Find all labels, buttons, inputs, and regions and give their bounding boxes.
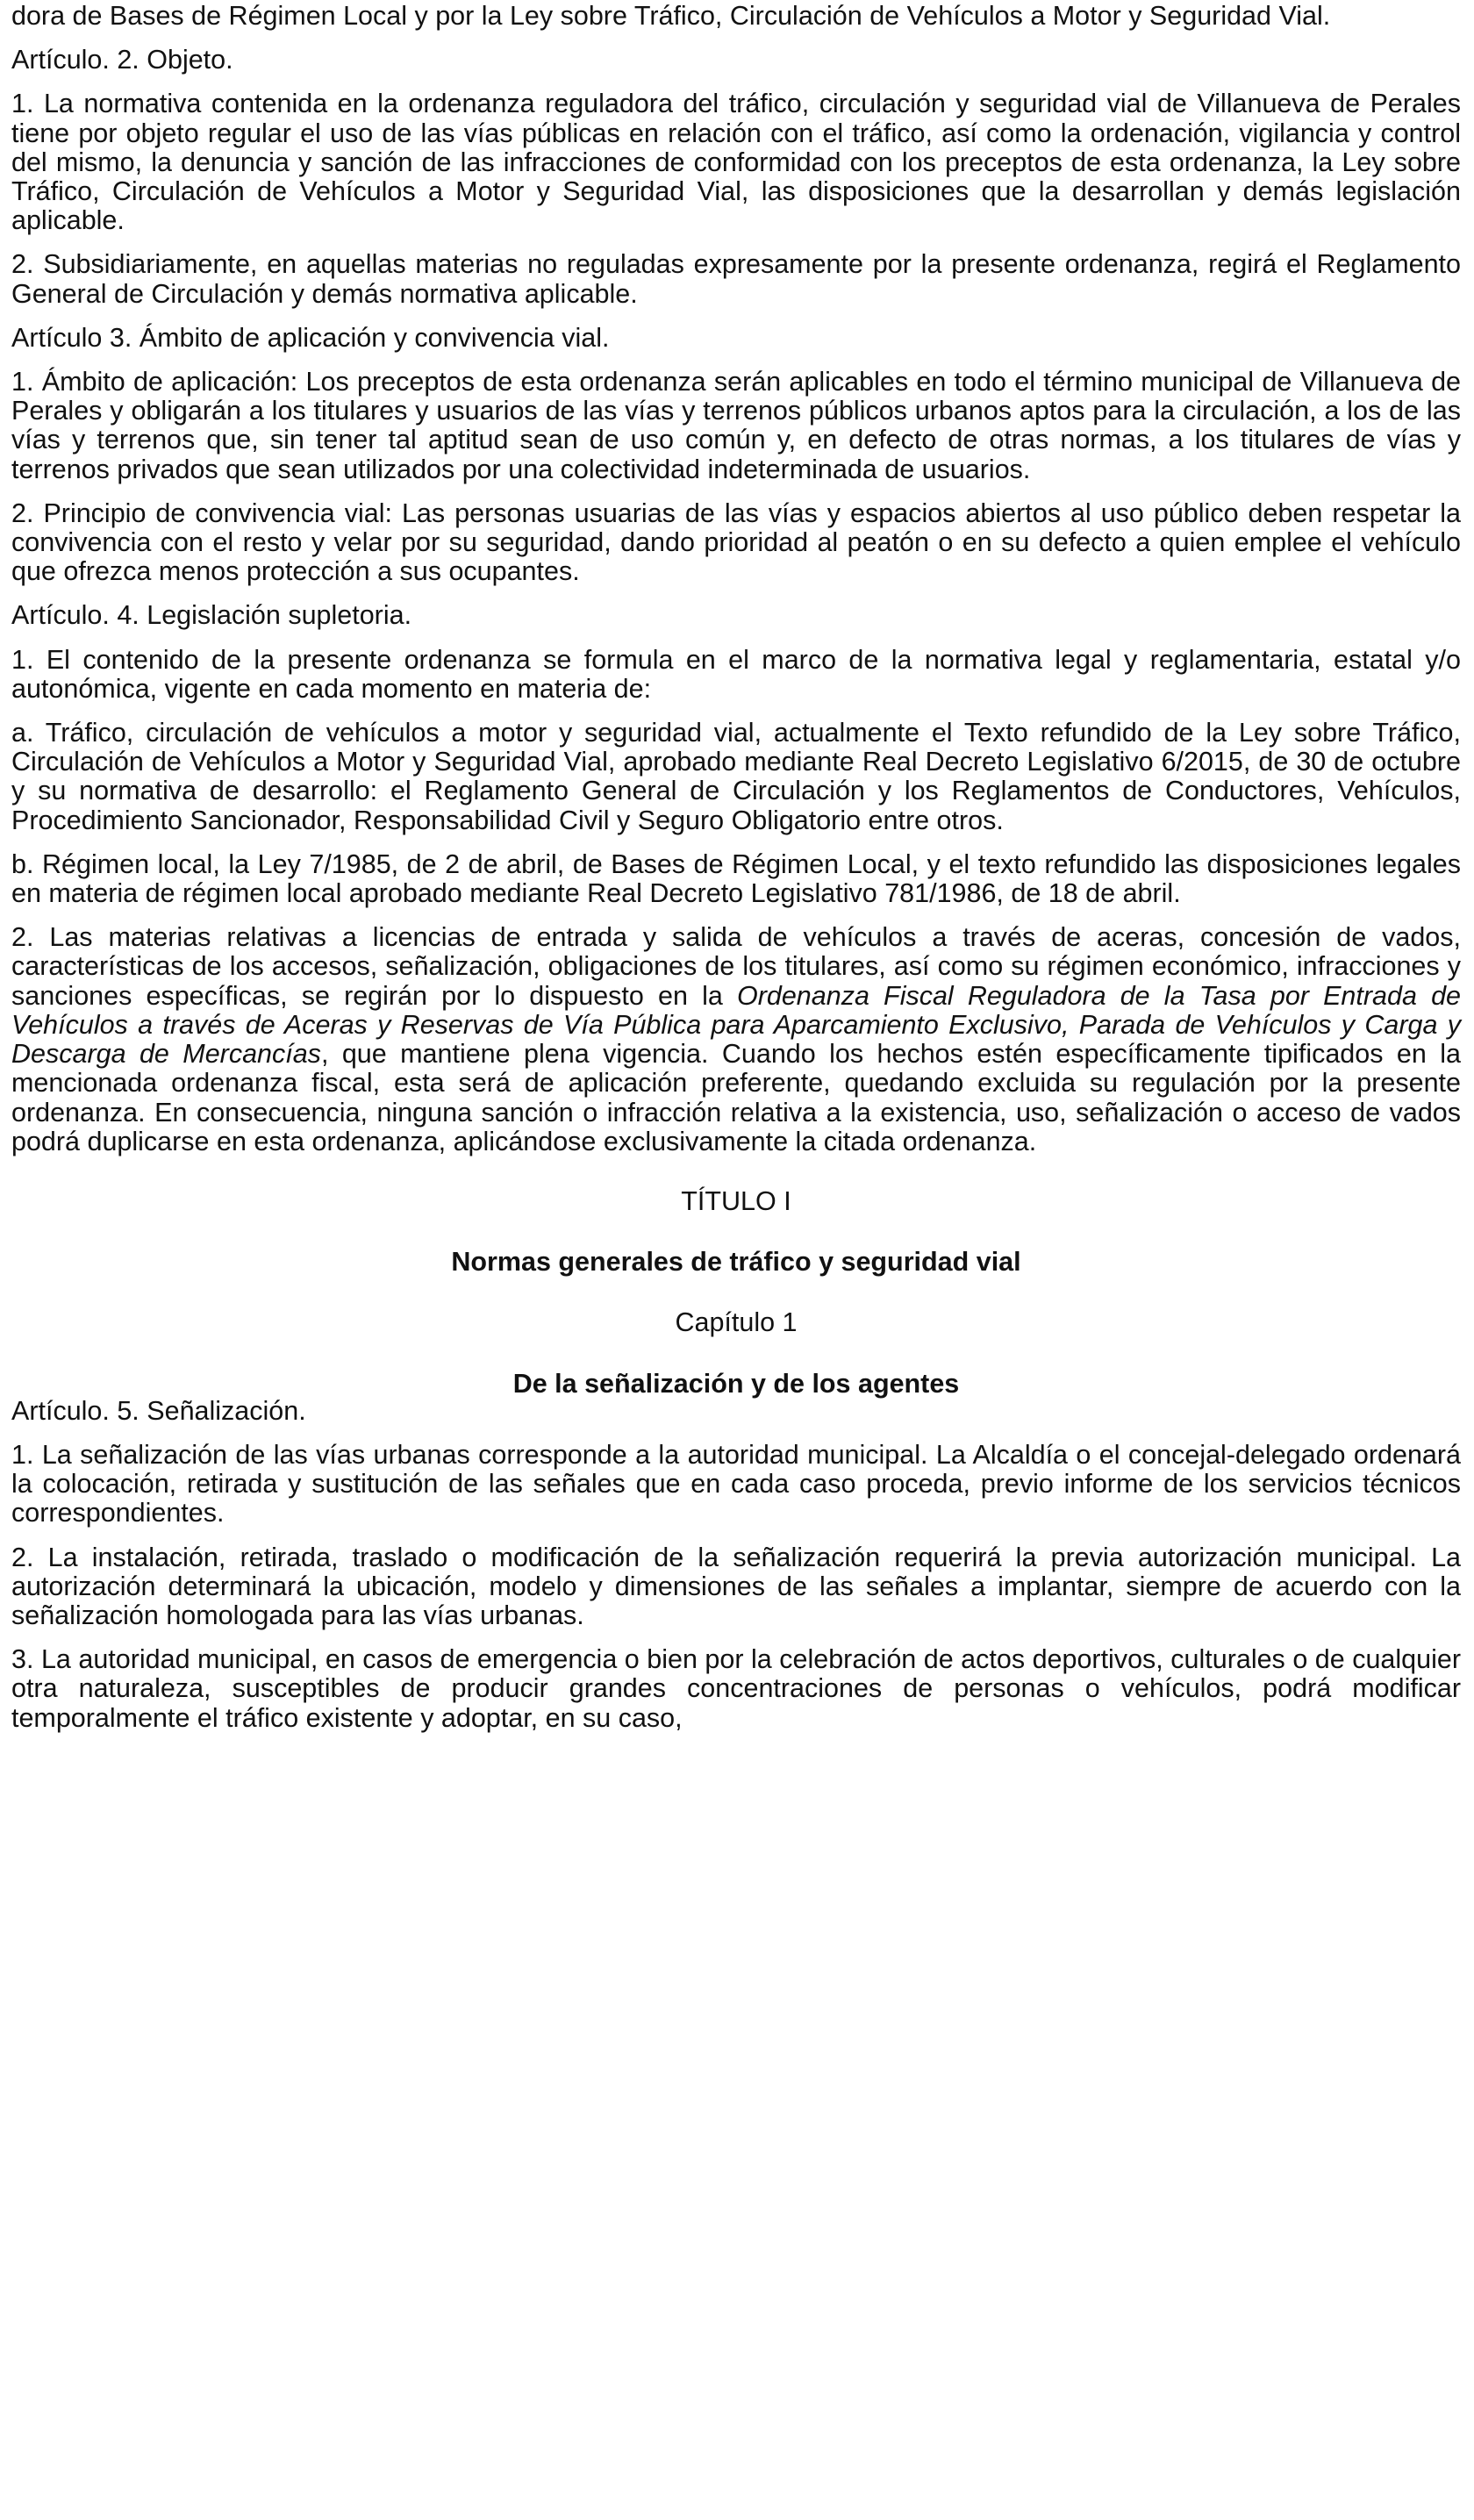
article-5-paragraph-2: 2. La instalación, retirada, traslado o modificación de la señalización requerirá la previa autorización municipal. La autorización determinará la ubicación, modelo y dimensiones de las señales a implantar, siempre de acuerdo con la señalización homologada para las vías urbanas. [11, 1542, 1461, 1630]
article-2-heading: Artículo. 2. Objeto. [11, 45, 233, 75]
article-4-paragraph-1: 1. El contenido de la presente ordenanza se formula en el marco de la normativa legal y reglamentaria, estatal y/o autonómica, vigente en cada momento en materia de: [11, 644, 1461, 704]
article-2-paragraph-1: 1. La normativa contenida en la ordenanza reguladora del tráfico, circulación y seguridad vial de Villanueva de Perales tiene por objeto regular el uso de las vías públicas en relación con el tráfico, así como la ordenación, vigilancia y control del mismo, la denuncia y sanción de las infracciones de conformidad con los preceptos de esta ordenanza, la Ley sobre Tráfico, Circulación de Vehículos a Motor y Seguridad Vial, las disposiciones que la desarrollan y demás legislación aplicable. [11, 89, 1461, 236]
title-number: TÍTULO I [681, 1185, 791, 1216]
article-4-item-b: b. Régimen local, la Ley 7/1985, de 2 de abril, de Bases de Régimen Local, y el texto refundido las disposiciones legales en materia de régimen local aprobado mediante Real Decreto Legislativo 781/1986, de 18 de abril. [11, 848, 1461, 909]
article-5-paragraph-1: 1. La señalización de las vías urbanas corresponde a la autoridad municipal. La Alcaldía o el concejal-delegado ordenará la colocación, retirada y sustitución de las señales que en cada caso proceda, previo informe de los servicios técnicos correspondientes. [11, 1439, 1461, 1528]
ordinance-title-italic: Ordenanza Fiscal Reguladora de la Tasa por Entrada de Vehículos a través de Aceras y Reservas de Vía Pública para Aparcamiento Exclusivo, Parada de Vehículos y Carga y Descarga de Mercancías [11, 980, 1461, 1070]
article-5-paragraph-3: 3. La autoridad municipal, en casos de emergencia o bien por la celebración de actos deportivos, culturales o de cualquier otra naturaleza, susceptibles de producir grandes concentraciones de personas o vehículos, podrá modificar temporalmente el tráfico existente y adoptar, en su caso, [11, 1644, 1461, 1733]
article-3-paragraph-2: 2. Principio de convivencia vial: Las personas usuarias de las vías y espacios abiertos al uso público deben respetar la convivencia con el resto y velar por su seguridad, dando prioridad al peatón o en su defecto a quien emplee el vehículo que ofrezca menos protección a sus ocupantes. [11, 498, 1461, 587]
article-3-heading: Artículo 3. Ámbito de aplicación y convivencia vial. [11, 322, 610, 353]
article-4-paragraph-2 [11, 923, 1461, 1156]
article-4-heading: Artículo. 4. Legislación supletoria. [11, 600, 412, 631]
document-page [11, 2, 1461, 1748]
chapter-number: Capítulo 1 [675, 1307, 798, 1338]
article-4-item-a: a. Tráfico, circulación de vehículos a motor y seguridad vial, actualmente el Texto refundido de la Ley sobre Tráfico, Circulación de Vehículos a Motor y Seguridad Vial, aprobado mediante Real Decreto Legislativo 6/2015, de 30 de octubre y su normativa de desarrollo: el Reglamento General de Circulación y los Reglamentos de Conductores, Vehículos, Procedimiento Sancionador, Responsabilidad Civil y Seguro Obligatorio entre otros. [11, 718, 1461, 835]
article-4-paragraph-2-start: 2. Las materias relativas a licencias de entrada y salida de vehículos a través de aceras, concesión de vados, características de los accesos, señalización, obligaciones de los titulares, así como su régimen económico, infracciones y sanciones específicas, se regirán por lo dispuesto en la [11, 922, 1461, 1011]
article-5-heading: Artículo. 5. Señalización. [11, 1395, 306, 1426]
article-2-paragraph-2: 2. Subsidiariamente, en aquellas materias no reguladas expresamente por la presente ordenanza, regirá el Reglamento General de Circulación y demás normativa aplicable. [11, 249, 1461, 309]
article-4-paragraph-2-end: , que mantiene plena vigencia. Cuando los hechos estén específicamente tipificados en la mencionada ordenanza fiscal, esta será de aplicación preferente, quedando excluida su regulación por la presente ordenanza. En consecuencia, ninguna sanción o infracción relativa a la existencia, uso, señalización o acceso de vados podrá duplicarse en esta ordenanza, aplicándose exclusivamente la citada ordenanza. [11, 1039, 1461, 1156]
article-3-paragraph-1: 1. Ámbito de aplicación: Los preceptos de esta ordenanza serán aplicables en todo el término municipal de Villanueva de Perales y obligarán a los titulares y usuarios de las vías y terrenos públicos urbanos aptos para la circulación, a los de las vías y terrenos que, sin tener tal aptitud sean de uso común y, en defecto de otras normas, a los titulares de vías y terrenos privados que sean utilizados por una colectividad indeterminada de usuarios. [11, 367, 1461, 484]
title-name: Normas generales de tráfico y seguridad vial [451, 1247, 1021, 1278]
paragraph-intro: dora de Bases de Régimen Local y por la Ley sobre Tráfico, Circulación de Vehículos a Motor y Seguridad Vial. [11, 1, 1331, 31]
chapter-name: De la señalización y de los agentes [512, 1368, 960, 1399]
